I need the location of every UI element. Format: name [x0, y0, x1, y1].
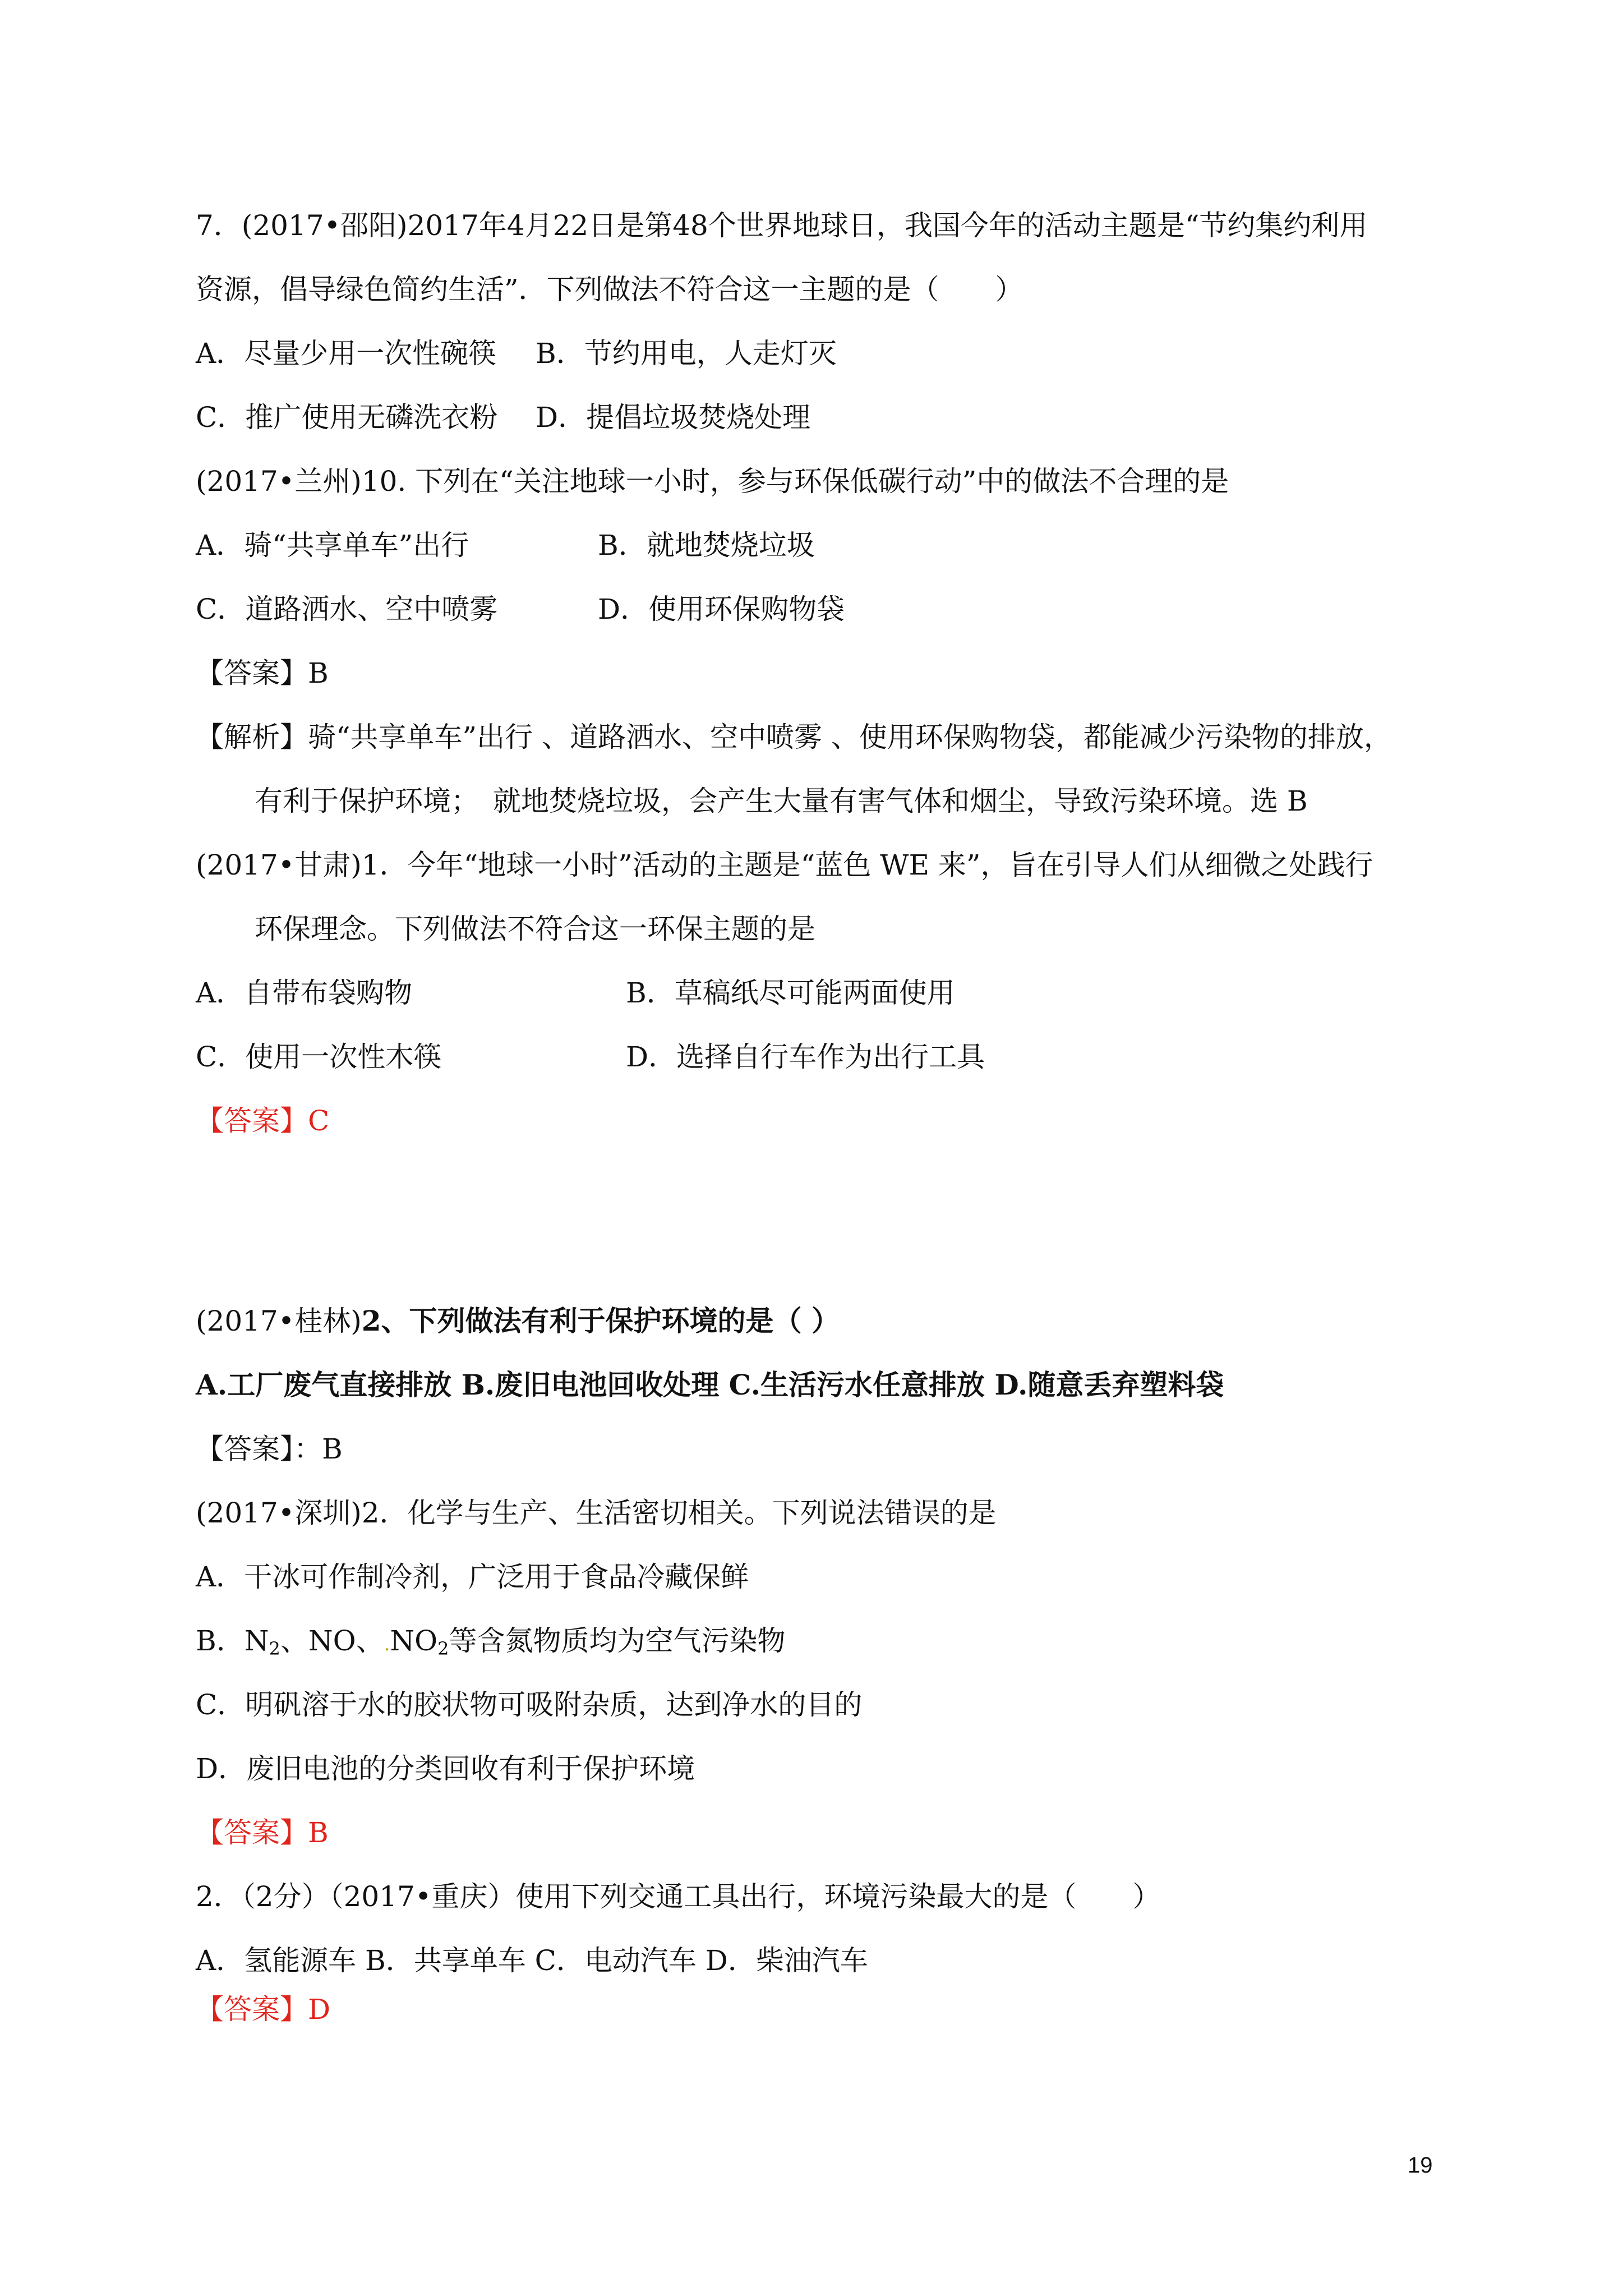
question-lanzhou-stem: (2017•兰州)10. 下列在“关注地球一小时，参与环保低碳行动”中的做法不合理的是: [196, 465, 1229, 498]
question-shenzhen-option-d: D．废旧电池的分类回收有利于保护环境: [196, 1752, 695, 1785]
question-chongqing-stem: 2．（2分）（2017•重庆）使用下列交通工具出行，环境污染最大的是（ ）: [196, 1880, 1161, 1913]
question-shenzhen-option-c: C．明矾溶于水的胶状物可吸附杂质，达到净水的目的: [196, 1688, 863, 1721]
question-gansu-option-a: A．自带布袋购物: [196, 977, 413, 1009]
question-gansu-answer: 【答案】C: [196, 1105, 330, 1137]
question-lanzhou-analysis-line2: 有利于保护环境； 就地焚烧垃圾，会产生大量有害气体和烟尘，导致污染环境。选 B: [255, 785, 1308, 817]
option-b-no: NO: [390, 1625, 438, 1657]
option-b-suffix: 等含氮物质均为空气污染物: [449, 1625, 786, 1657]
question-guilin-answer: 【答案】：B: [196, 1433, 343, 1465]
option-b-mid: 、NO、: [280, 1625, 384, 1657]
question-shenzhen-option-a: A．干冰可作制冷剂，广泛用于食品冷藏保鲜: [196, 1561, 749, 1593]
question-gansu-option-d: D．选择自行车作为出行工具: [626, 1041, 985, 1073]
question-lanzhou-answer: 【答案】B: [196, 657, 329, 689]
question-gansu-stem-line1: (2017•甘肃)1．今年“地球一小时”活动的主题是“蓝色 WE 来”，旨在引导人们从细微之处践行: [196, 849, 1373, 881]
question-shaoyang-stem-line2: 资源，倡导绿色简约生活”．下列做法不符合这一主题的是（ ）: [196, 273, 1023, 306]
question-guilin-text: 2、下列做法有利于保护环境的是（ ）: [361, 1304, 840, 1337]
option-b-prefix: B．N: [196, 1625, 269, 1657]
question-chongqing-options: A．氢能源车 B．共享单车 C．电动汽车 D．柴油汽车: [196, 1944, 868, 1977]
question-shaoyang-stem-line1: 7．(2017•邵阳)2017年4月22日是第48个世界地球日，我国今年的活动主题是“节约集约利用: [196, 209, 1368, 242]
question-lanzhou-option-b: B．就地焚烧垃圾: [598, 529, 815, 562]
question-shaoyang-option-a: A．尽量少用一次性碗筷: [196, 337, 497, 370]
question-lanzhou-option-a: A．骑“共享单车”出行: [196, 529, 469, 562]
edit-mark-icon: .: [384, 1633, 390, 1655]
question-shaoyang-option-c: C．推广使用无磷洗衣粉: [196, 401, 498, 434]
question-shenzhen-stem: (2017•深圳)2．化学与生产、生活密切相关。下列说法错误的是: [196, 1497, 997, 1529]
question-lanzhou-analysis-line1: 【解析】骑“共享单车”出行 、道路洒水、空中喷雾 、使用环保购物袋，都能减少污染物的排放，: [196, 721, 1392, 753]
question-shenzhen-answer: 【答案】B: [196, 1816, 329, 1849]
question-lanzhou-option-c: C．道路洒水、空中喷雾: [196, 593, 498, 625]
question-gansu-stem-line2: 环保理念。下列做法不符合这一环保主题的是: [255, 913, 815, 945]
page-number: 19: [1408, 2153, 1433, 2178]
question-guilin-stem: [196, 1304, 840, 1338]
n2-subscript: 2: [269, 1638, 280, 1659]
question-shaoyang-option-b: B．节约用电，人走灯灭: [536, 337, 837, 370]
question-guilin-source: (2017•桂林): [196, 1305, 362, 1337]
question-shaoyang-option-d: D．提倡垃圾焚烧处理: [536, 401, 811, 434]
question-chongqing-answer: 【答案】D: [196, 1993, 331, 2026]
question-gansu-option-c: C．使用一次性木筷: [196, 1041, 442, 1073]
question-shenzhen-option-b: [196, 1624, 786, 1658]
question-gansu-option-b: B．草稿纸尽可能两面使用: [626, 977, 955, 1009]
no2-subscript: 2: [437, 1638, 449, 1659]
question-guilin-options: A.工厂废气直接排放 B.废旧电池回收处理 C.生活污水任意排放 D.随意丢弃塑料袋: [196, 1368, 1224, 1401]
question-lanzhou-option-d: D．使用环保购物袋: [598, 593, 845, 625]
